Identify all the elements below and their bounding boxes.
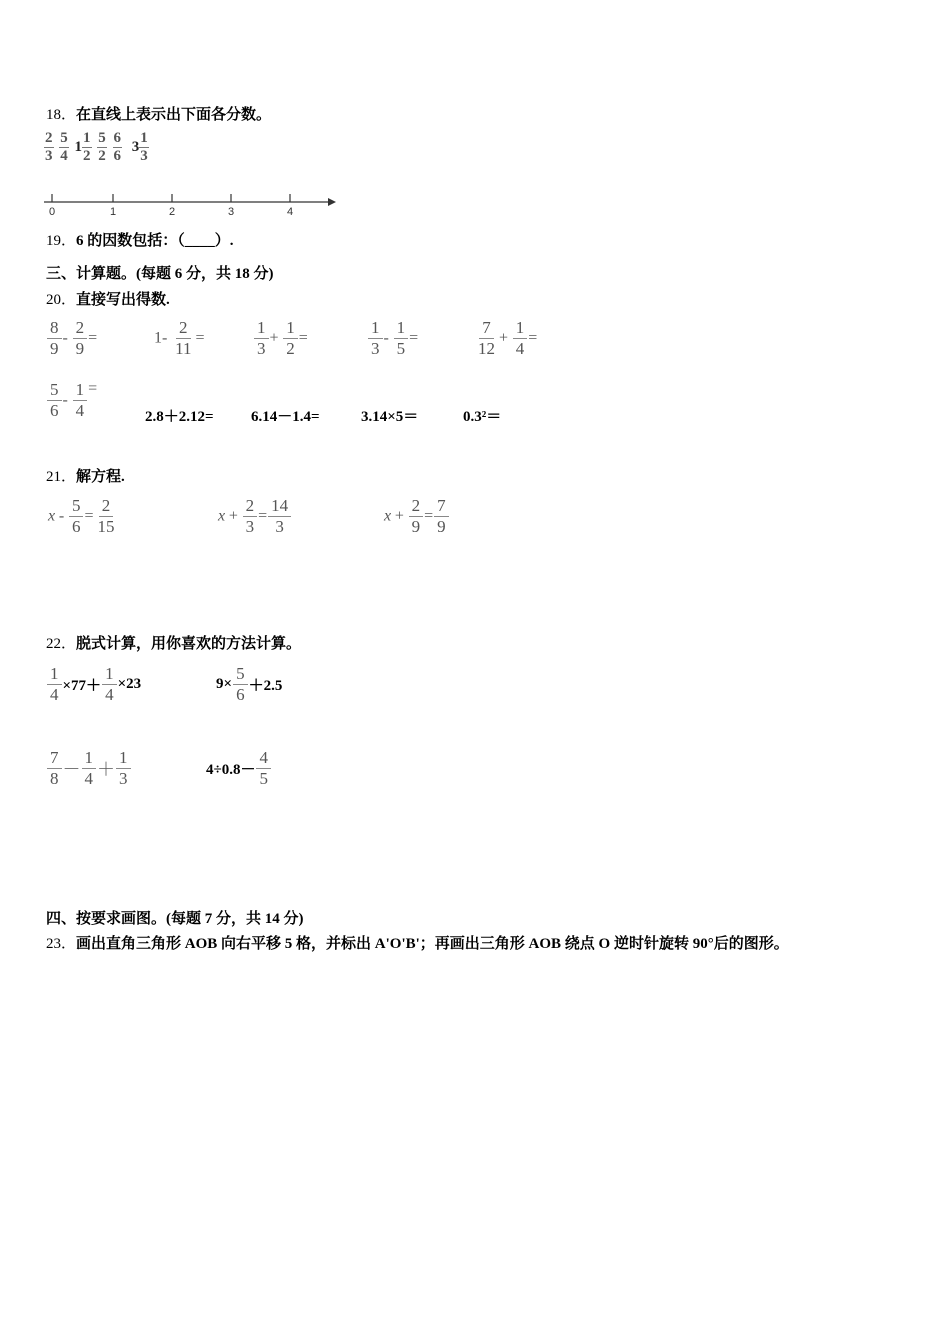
question-text: 解方程. — [76, 469, 125, 485]
tick-label: 1 — [109, 206, 117, 218]
calc-item: 1- $\frac{2}{11}$ = — [154, 318, 205, 358]
question-18 — [46, 103, 271, 124]
question-21 — [46, 465, 125, 486]
calc-item: $\frac{5}{6}$ - $\frac{1}{4}$ = — [46, 380, 97, 421]
calc-item: $\frac{1}{3}$ + $\frac{1}{2}$ = — [253, 318, 308, 359]
question-text: 脱式计算，用你喜欢的方法计算。 — [76, 636, 302, 652]
fraction: $\frac{6}{6}$ — [113, 130, 121, 164]
fraction: $\frac{5}{4}$ — [60, 130, 68, 164]
arrow-icon — [328, 198, 336, 206]
calc-item: $\frac{7}{12}$ + $\frac{1}{4}$ = — [478, 318, 538, 358]
mixed-whole: 3 — [131, 139, 140, 155]
calc-item: 0.3²＝ — [463, 409, 502, 425]
calc-expression: 9× $\frac{5}{6}$ ＋2.5 — [216, 664, 283, 704]
fraction: $\frac{1}{2}$ — [83, 130, 91, 164]
question-number: 22． — [46, 636, 77, 652]
calc-expression: $\frac{7}{8}$ － $\frac{1}{4}$ ＋ $\frac{1}{3}$ — [46, 748, 132, 789]
calc-expression: $\frac{1}{4}$ ×77＋ $\frac{1}{4}$ ×23 — [46, 664, 141, 705]
question-number: 20． — [46, 292, 77, 308]
equation: x + $\frac{2}{9}$ = $\frac{7}{9}$ — [384, 496, 450, 537]
calc-item: 6.14－1.4= — [251, 409, 320, 425]
number-line — [40, 188, 340, 220]
calc-expression: 4÷0.8－ $\frac{4}{5}$ — [206, 748, 272, 789]
calc-item: $\frac{8}{9}$ - $\frac{2}{9}$ = — [46, 318, 97, 359]
tick-label: 4 — [286, 206, 294, 218]
question-text: 在直线上表示出下面各分数。 — [76, 107, 272, 123]
calc-item: $\frac{1}{3}$ - $\frac{1}{5}$ = — [367, 318, 418, 359]
question-number: 19． — [46, 233, 77, 249]
question-23 — [46, 932, 789, 953]
fraction: $\frac{2}{3}$ — [45, 130, 53, 164]
fraction: $\frac{5}{2}$ — [98, 130, 106, 164]
fraction: $\frac{1}{3}$ — [140, 130, 148, 164]
mixed-whole: 1 — [74, 139, 82, 155]
question-number: 18． — [46, 107, 77, 123]
equation: x - $\frac{5}{6}$ = $\frac{2}{15}$ — [48, 496, 115, 536]
section-4-heading: 四、按要求画图。(每题 7 分，共 14 分) — [46, 911, 304, 927]
tick-label: 3 — [227, 206, 235, 218]
tick-label: 0 — [48, 206, 56, 218]
fraction-list — [44, 130, 151, 165]
section-3-heading: 三、计算题。(每题 6 分，共 18 分) — [46, 266, 274, 282]
question-number: 23． — [46, 936, 77, 952]
question-text: 6 的因数包括：（____）. — [76, 233, 234, 249]
question-22 — [46, 632, 301, 653]
question-19 — [46, 229, 234, 250]
question-number: 21． — [46, 469, 77, 485]
question-text: 直接写出得数. — [76, 292, 170, 308]
equation: x + $\frac{2}{3}$ = $\frac{14}{3}$ — [218, 496, 292, 537]
tick-label: 2 — [168, 206, 176, 218]
calc-item: 2.8＋2.12= — [145, 409, 214, 425]
question-text: 画出直角三角形 AOB 向右平移 5 格，并标出 A'O'B'；再画出三角形 AOB 绕点 O 逆时针旋转 90°后的图形。 — [76, 936, 789, 952]
calc-item: 3.14×5＝ — [361, 409, 419, 425]
question-20 — [46, 288, 170, 309]
